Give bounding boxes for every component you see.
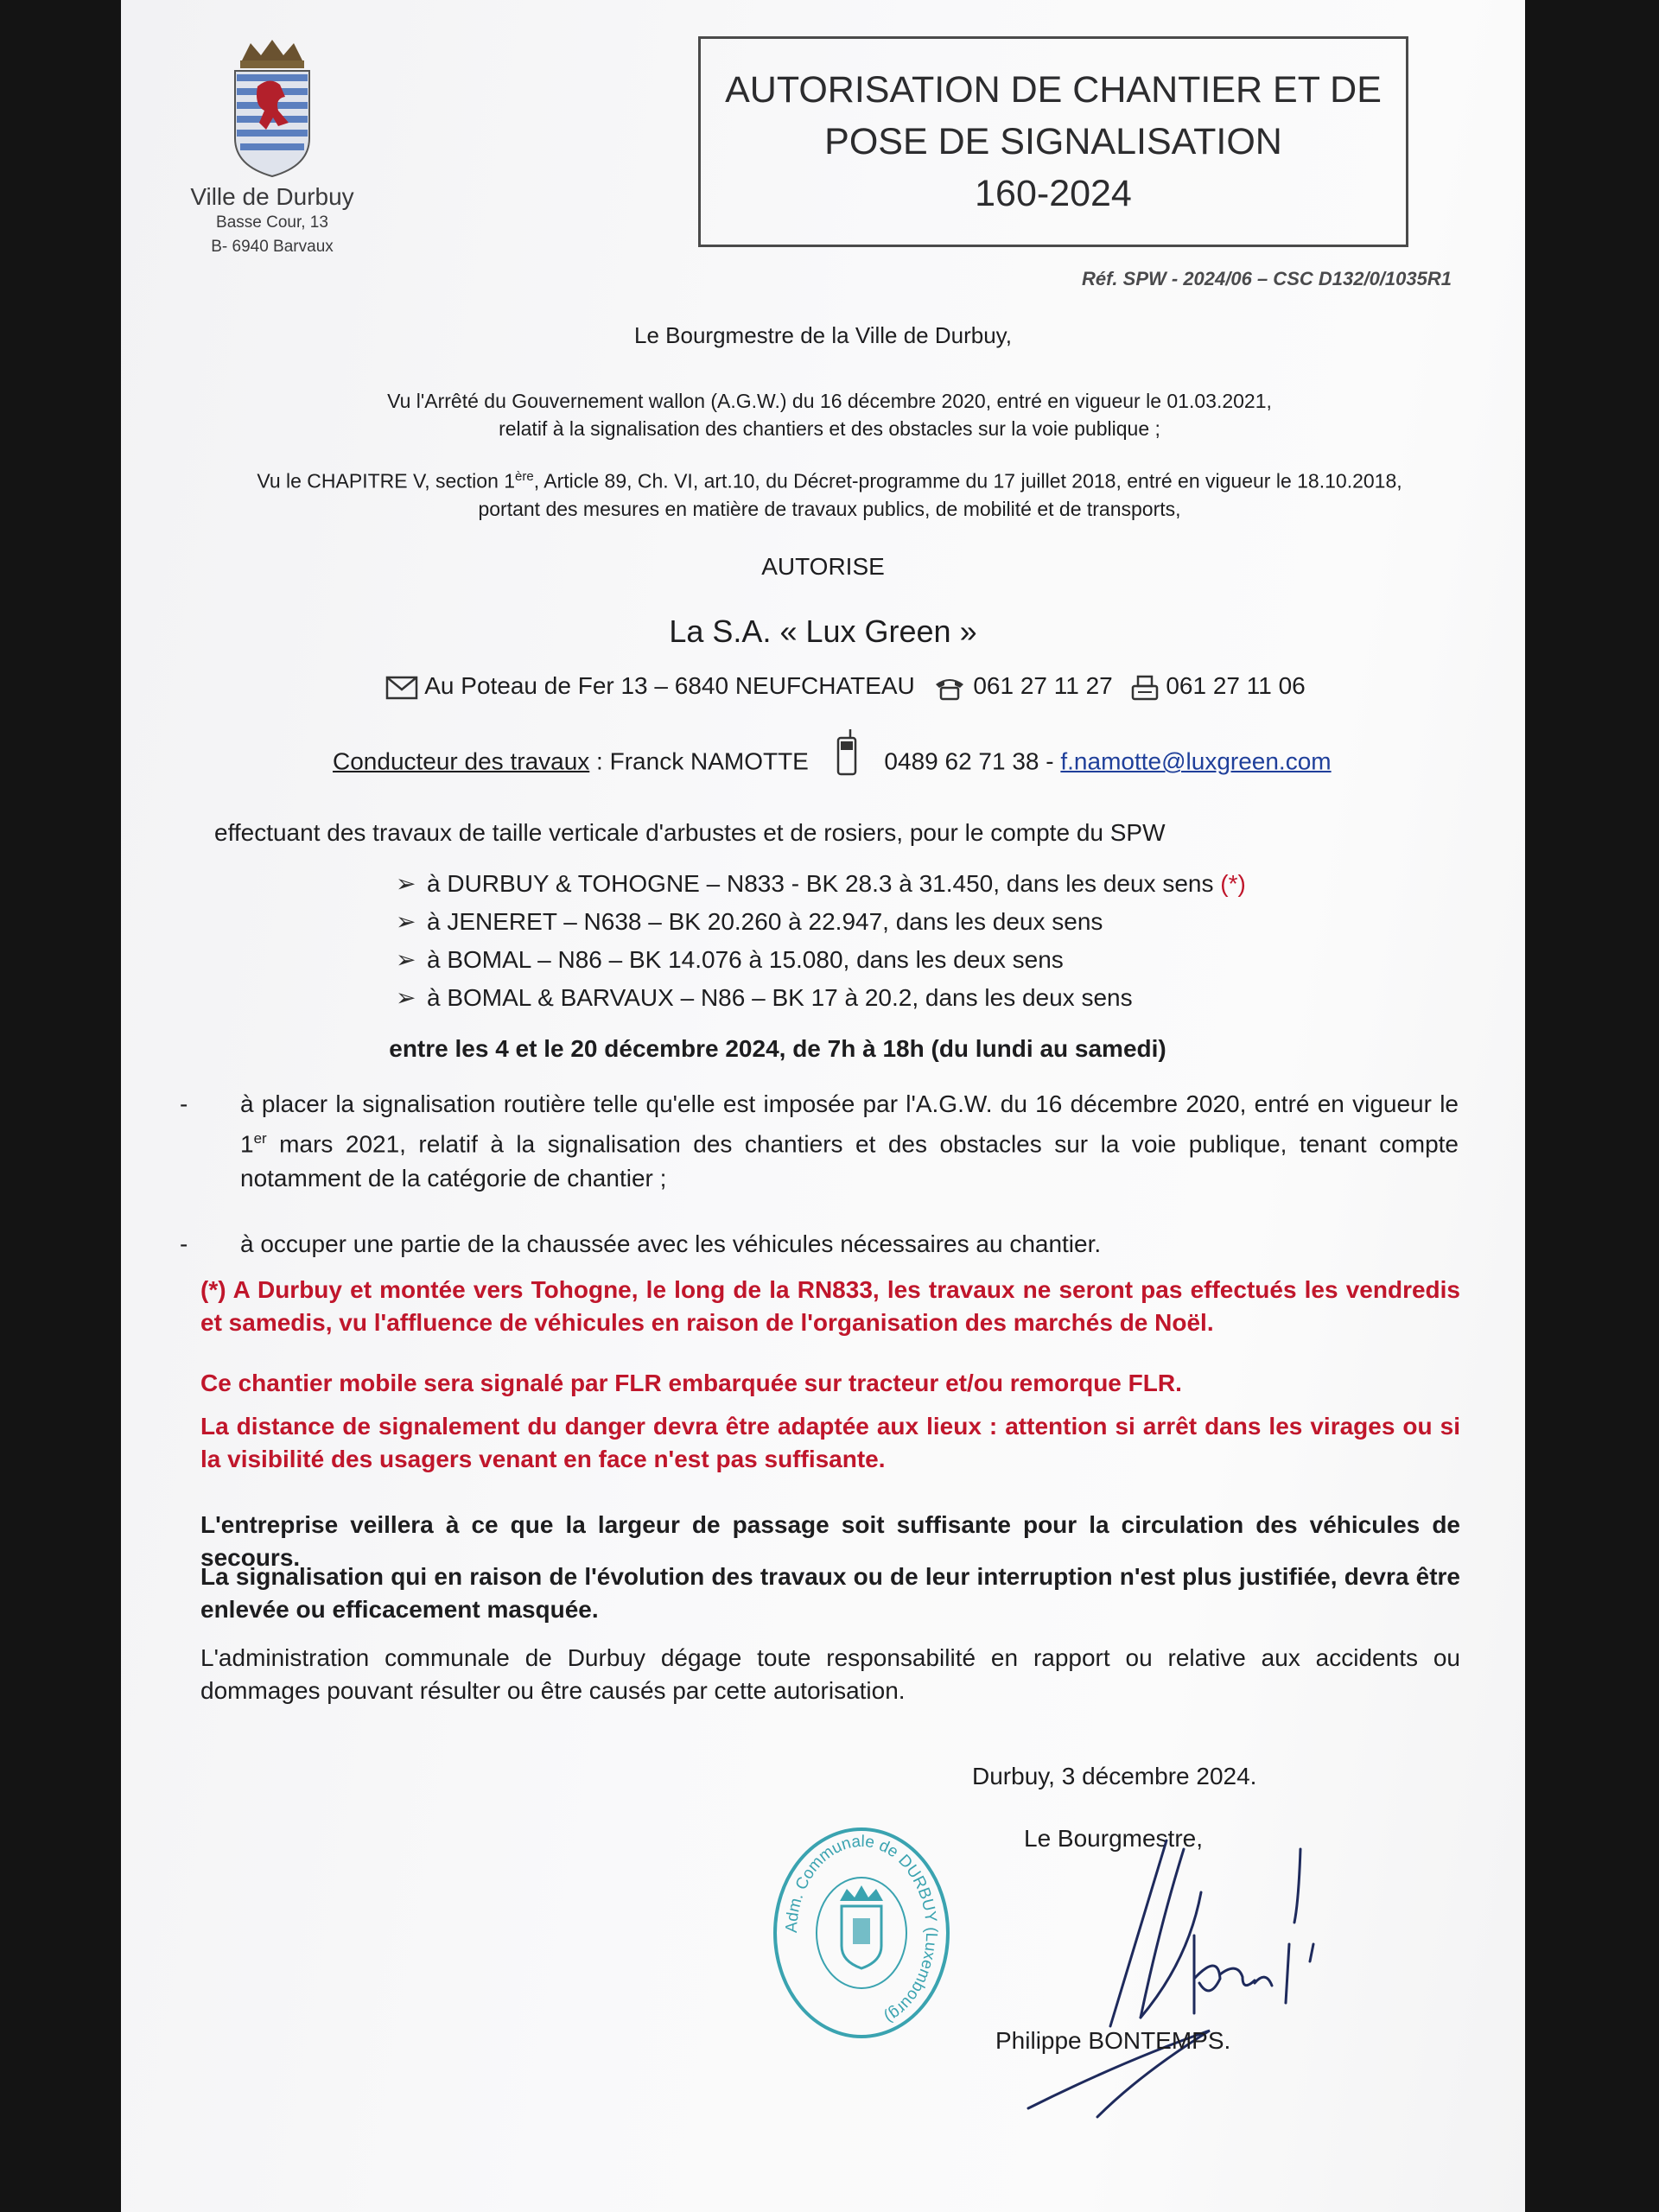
location-text: à JENERET – N638 – BK 20.260 à 22.947, dans les deux sens [427,908,1103,935]
condition-item [180,1087,1459,1196]
place-date: Durbuy, 3 décembre 2024. [972,1763,1257,1789]
town-address [156,183,389,259]
arrow-bullet-icon: ➢ [396,870,416,897]
title-line-3: 160-2024 [975,173,1132,214]
company-address: Au Poteau de Fer 13 – 6840 NEUFCHATEAU [424,672,915,699]
works-manager-dash: - [1039,747,1061,775]
legal-basis-1-line-1: Vu l'Arrêté du Gouvernement wallon (A.G.W.) du 16 décembre 2020, entré en vigueur le 01.03.2021, [387,390,1272,412]
location-item [396,907,1103,936]
note-flr-signal: Ce chantier mobile sera signalé par FLR embarquée sur tracteur et/ou remorque FLR. [200,1370,1182,1396]
dash-bullet: - [180,1090,188,1117]
legal-basis-1 [173,387,1486,442]
signatory-role: Le Bourgmestre, [1024,1825,1203,1852]
location-item [396,869,1246,898]
telephone-icon [932,674,967,702]
title-line-2: POSE DE SIGNALISATION [824,121,1282,162]
works-manager-name: : Franck NAMOTTE [589,747,809,775]
para-liability: L'administration communale de Durbuy dégage toute responsabilité en rapport ou relative aux accidents ou dommages pouvant résulter ou être causés par cette autorisation. [200,1644,1460,1704]
company-contact [385,672,1316,702]
company-fax: 061 27 11 06 [1166,672,1306,699]
location-note-marker: (*) [1220,870,1246,897]
condition-text: à placer la signalisation routière telle qu'elle est imposée par l'A.G.W. du 16 décembre 2020, entré en vigueur le 1er mars 2021, relatif à la signalisation des chantiers et des obstacles sur la voie publique, tenant compte notamment de la catégorie de chantier ; [240,1090,1459,1192]
location-item [396,945,1064,974]
authorise-heading: AUTORISE [761,553,885,580]
town-street: Basse Cour, 13 [216,213,328,232]
envelope-icon [385,674,419,702]
dash-bullet: - [180,1230,188,1257]
note-danger-distance: La distance de signalement du danger devra être adaptée aux lieux : attention si arrêt dans les virages ou si la visibilité des usagers venant en face n'est pas suffisante. [200,1413,1460,1472]
mayor-signature [968,1832,1339,2143]
works-manager [333,745,1332,781]
town-name: Ville de Durbuy [190,183,354,210]
para-passage-width: L'entreprise veillera à ce que la largeur de passage soit suffisante pour la circulation des véhicules de secours. [200,1511,1460,1571]
company-name: La S.A. « Lux Green » [669,613,977,649]
para-signal-removal: La signalisation qui en raison de l'évolution des travaux ou de leur interruption n'est plus justifiée, devra être enlevée ou efficacement masquée. [200,1563,1460,1623]
location-item [396,983,1133,1012]
official-stamp [771,1825,952,2041]
reference-number: Réf. SPW - 2024/06 – CSC D132/0/1035R1 [1081,268,1452,289]
mayor-intro: Le Bourgmestre de la Ville de Durbuy, [634,322,1012,348]
works-manager-mobile: 0489 62 71 38 [884,747,1039,775]
stamp-text: Adm. Communale de DURBUY (Luxembourg) [782,1832,941,2027]
condition-text: à occuper une partie de la chaussée avec les véhicules nécessaires au chantier. [240,1230,1102,1257]
legal-basis-1-line-2: relatif à la signalisation des chantiers et des obstacles sur la voie publique ; [499,417,1160,440]
note-weekend-exception: (*) A Durbuy et montée vers Tohogne, le long de la RN833, les travaux ne seront pas effectués les vendredis et samedis, vu l'affluence de véhicules en raison de l'organisation des marchés de Noël. [200,1276,1460,1336]
location-text: à DURBUY & TOHOGNE – N833 - BK 28.3 à 31.450, dans les deux sens [427,870,1214,897]
title-box [698,36,1408,247]
work-period: entre les 4 et le 20 décembre 2024, de 7h à 18h (du lundi au samedi) [389,1035,1166,1062]
title-line-1: AUTORISATION DE CHANTIER ET DE [725,69,1382,111]
arrow-bullet-icon: ➢ [396,946,416,973]
works-description: effectuant des travaux de taille verticale d'arbustes et de rosiers, pour le compte du SPW [214,819,1166,846]
coat-of-arms-logo [225,36,320,183]
signatory-name: Philippe BONTEMPS. [995,2027,1231,2054]
legal-basis-2-line-2: portant des mesures en matière de travaux publics, de mobilité et de transports, [478,497,1181,520]
condition-item [180,1227,1459,1262]
works-manager-label: Conducteur des travaux [333,747,590,775]
arrow-bullet-icon: ➢ [396,984,416,1011]
town-postal: B- 6940 Barvaux [211,238,334,256]
location-text: à BOMAL – N86 – BK 14.076 à 15.080, dans les deux sens [427,946,1064,973]
location-text: à BOMAL & BARVAUX – N86 – BK 17 à 20.2, dans les deux sens [427,984,1133,1011]
company-phone: 061 27 11 27 [973,672,1113,699]
mobile-phone-icon [828,728,866,781]
legal-basis-2-line-1: Vu le CHAPITRE V, section 1ère, Article 89, Ch. VI, art.10, du Décret-programme du 17 juillet 2018, entré en vigueur le 18.10.2018, [257,469,1402,493]
legal-basis-2 [173,463,1486,523]
works-manager-email-link[interactable]: f.namotte@luxgreen.com [1060,747,1332,775]
arrow-bullet-icon: ➢ [396,908,416,935]
fax-icon [1130,674,1160,702]
document-page [121,0,1525,2212]
